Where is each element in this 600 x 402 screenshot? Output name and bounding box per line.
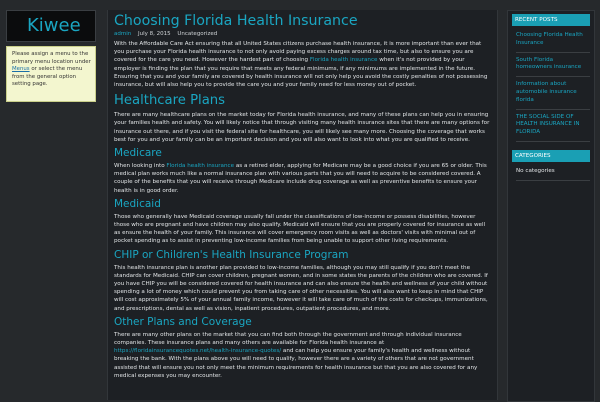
site-title[interactable] bbox=[6, 10, 96, 42]
paragraph-text: When looking into bbox=[114, 163, 167, 170]
paragraph-medicaid: Those who generally have Medicaid coverage usually fall under the classifications of low-income or possess disabilities, however those who are pregnant and have children may also qualify. Medicaid will ensure that you are properly covered for insurance as well as ensure the health of your family. This insurance will cover emergency room visits as well as doctors' visits with minimal out of pocket spending as to assist in preventing low-income families from being unable to support other living requirements. bbox=[114, 213, 486, 245]
post-author-link[interactable]: admin bbox=[114, 31, 132, 37]
quotes-url-link[interactable]: https://floridainsurancequotes.net/health-insurance-quotes/ bbox=[114, 348, 282, 355]
left-column bbox=[6, 10, 96, 102]
menu-note-text-before: Please assign a menu to the primary menu location under bbox=[12, 51, 91, 65]
paragraph-chip: This health insurance plan is another plan provided to low-income families, although you may still qualify if you don't meet the standards for Medicaid. CHIP can cover children, pregnant women, and in some states the parents of the children who are covered. If you have CHIP you will be considered covered for health insurance and can also ensure the health and wellness of your child without spending a lot of money which could prevent you from taking care of other necessities. You will also want to keep in mind that CHIP will cost approximately 5% of your annual family income, however it will take care of much of the costs for checkups, immunizations, and prescriptions, dental as well as vision, inpatient procedures, outpatient procedures, and more. bbox=[114, 264, 488, 312]
recent-post-link[interactable]: Information about automobile insurance florida bbox=[516, 77, 590, 109]
recent-post-link[interactable]: South Florida homeowners insurance bbox=[516, 53, 590, 78]
post-category-link[interactable]: Uncategorized bbox=[177, 31, 218, 37]
categories-title: CATEGORIES bbox=[512, 150, 590, 162]
recent-posts-list bbox=[508, 26, 594, 142]
menu-assign-notice bbox=[6, 46, 96, 102]
post-meta bbox=[114, 31, 491, 37]
heading-chip: CHIP or Children's Health Insurance Program bbox=[114, 248, 349, 261]
recent-posts-title: RECENT POSTS bbox=[512, 14, 590, 26]
paragraph-intro bbox=[114, 40, 491, 89]
paragraph-medicare bbox=[114, 162, 491, 195]
menu-note-text-after: or select the menu from the general option setting page. bbox=[12, 66, 83, 88]
florida-health-insurance-link[interactable]: Florida health insurance bbox=[309, 57, 378, 64]
florida-health-insurance-link[interactable]: Florida health insurance bbox=[166, 163, 235, 170]
no-categories-text: No categories bbox=[516, 164, 590, 181]
main-content bbox=[107, 10, 498, 400]
paragraph-text: There are many other plans on the market that you can find both through the government and through individual insurance companies. These insurance plans and many others are available for Florida health insurance at bbox=[114, 331, 462, 347]
heading-other-plans: Other Plans and Coverage bbox=[114, 315, 252, 328]
paragraph-text: and can help you ensure your family's health and wellness without breaking the bank. With the plans above you will need to qualify, however there are a variety of others that are not government assisted that will ensure you not only meet the minimum requirements for health insurance but that you are also covered for any medical expenses you may encounter. bbox=[114, 348, 478, 379]
post-title[interactable]: Choosing Florida Health Insurance bbox=[114, 13, 358, 29]
paragraph-text: as a retired elder, applying for Medicare may be a good choice if you are 65 or older. This medical plan works much like a normal insurance plan with various parts that you will need to acquire to be considered covered. A couple of the benefits that you will receive through Medicare include drug coverage as well as preventive benefits to ensure your health is in good order. bbox=[114, 163, 487, 194]
menus-link[interactable]: Menus bbox=[12, 66, 30, 73]
heading-healthcare-plans: Healthcare Plans bbox=[114, 93, 225, 109]
paragraph-healthcare-plans: There are many healthcare plans on the market today for Florida health insurance, and many of these plans can help you in ensuring your families health and safety. You will likely notice that through visiting many health insurance sites that there are many options for insurance out there, and if you visit the federal site for healthcare, you will likely see many more. Choosing the coverage that works best for you and your family can be an important decision and you will also want to look into what you are qualified to receive. bbox=[114, 112, 490, 143]
paragraph-other-plans bbox=[114, 331, 491, 380]
post-date[interactable]: July 8, 2015 bbox=[137, 31, 171, 37]
recent-post-link[interactable]: THE SOCIAL SIDE OF HEALTH INSURANCE IN FLORIDA bbox=[516, 110, 590, 142]
heading-medicaid: Medicaid bbox=[114, 197, 161, 210]
categories-list bbox=[508, 162, 594, 181]
site-title-text[interactable]: Kiwee bbox=[27, 15, 81, 36]
recent-post-link[interactable]: Choosing Florida Health Insurance bbox=[516, 28, 590, 53]
right-sidebar bbox=[507, 10, 595, 402]
heading-medicare: Medicare bbox=[114, 147, 162, 160]
paragraph-text: With the Affordable Care Act ensuring that all United States citizens purchase health insurance, it is more important than ever that you purchase your Florida health insurance to not only avoid paying excess charges around tax time, but also to ensure you are covered for the care you need. However the hardest part of choosing bbox=[114, 41, 482, 64]
paragraph-text: when it's not provided by your employer is finding the plan that you require that meets any federal minimums, if any minimums are implemented in the future. Ensuring that you and your family are covered by health insurance will not only help you avoid the costly penalties of not possessing insurance, but will also help you to provide the care you and your family need for less money out of pocket. bbox=[114, 57, 488, 89]
